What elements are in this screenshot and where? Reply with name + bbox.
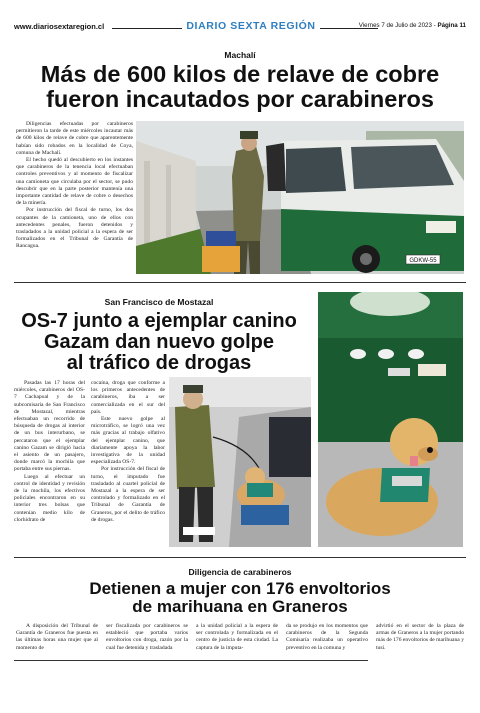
story2-paragraph: Pasadas las 17 horas del miércoles, carabineros del OS-7 Cachapoal y de la subcomisaría de San Francisco de Mostazal, mientras efectuaban un recorrido de búsqueda de drogas al interior de un bus interurbano, se percataron que el ejemplar canino Gazam se dirigió hacia el asiento de un pasajero, donde marcó la mochila que portaba entre sus piernas. <box>14 380 85 473</box>
story3-column-5 <box>376 623 464 652</box>
story3-paragraph: A disposición del Tribunal de Garantía de Graneros fue puesta en las últimas horas una mujer que al momento de <box>16 623 98 651</box>
story1-headline <box>10 62 470 112</box>
story3-paragraph: a la unidad policial a la espera de ser controlada y formalizada en el centro de justicia de esta ciudad. La captura de la imputa- <box>196 623 278 651</box>
story1-paragraph: El hecho quedó al descubierto en los instantes que carabineros de la tenencia local efectuaban controles preventivos y al momento de fiscalizar una camioneta que circulaba por el sector, se pudo descubrir que en la parte posterior mantenía una importante cantidad de relave de cobre o desechos de la minería. <box>16 157 133 207</box>
story3-headline-line2: de marihuana en Graneros <box>132 597 348 617</box>
story2-column-1 <box>14 380 85 524</box>
section-divider <box>14 557 466 558</box>
story2-headline-line3: al tráfico de drogas <box>66 352 252 375</box>
masthead-rule-left <box>112 28 184 29</box>
van-scene-image <box>136 121 464 274</box>
story3-column-2 <box>106 623 188 652</box>
masthead <box>14 22 466 36</box>
story1-body <box>16 121 133 251</box>
website-url[interactable]: www.diariosextaregion.cl <box>14 22 105 31</box>
seizure-display-image <box>318 292 463 547</box>
story2-column-2 <box>91 380 165 524</box>
story2-kicker: San Francisco de Mostazal <box>104 297 214 307</box>
story3-paragraph: advirtió en el sector de la plaza de armas de Graneros a la mujer portando más de 176 envoltorios de marihuana y tusí. <box>376 623 464 651</box>
issue-date <box>359 22 466 29</box>
story3-paragraph: ser fiscalizada por carabineros se estableció que portaba varios envoltorios con droga, razón por la cual fue detenida y trasladada <box>106 623 188 651</box>
story2-headline-line1: OS-7 junto a ejemplar canino <box>21 310 297 332</box>
story3-paragraph: da se produjo en los momentos que carabineros de la Segunda Comisaría realizaba un operativo preventivo en la comuna y <box>286 623 368 651</box>
footer-rule <box>14 660 368 661</box>
bus-search-image <box>169 377 311 547</box>
story2-paragraph: Por instrucción del fiscal de turno, el imputado fue trasladado al cuartel policial de Mostazal a la espera de ser controlado y formalizado en el Tribunal de Garantía de Graneros, por el delito de tráfico de drogas. <box>91 466 165 523</box>
story3-column-3 <box>196 623 278 652</box>
story3-column-1 <box>16 623 98 652</box>
story1-kicker: Machalí <box>224 50 256 60</box>
story1-paragraph: Por instrucción del fiscal de turno, los dos ocupantes de la camioneta, uno de ellos con antecedentes penales, fueron detenidos y trasladados a la unidad policial a la espera de ser formalizados en el Tribunal de Garantía de Rancagua. <box>16 207 133 250</box>
story1-headline-line1: Más de 600 kilos de relave de cobre <box>40 61 440 87</box>
story1-paragraph: Diligencias efectuadas por carabineros permitieron la tarde de este miércoles incautar más de 600 kilos de relave de cobre que aparentemente habían sido robados en la localidad de Coya, comuna de Machalí. <box>16 121 133 156</box>
van-plate: GDKW-55 <box>409 258 437 264</box>
page-number: Página 11 <box>437 22 466 29</box>
story3-headline <box>10 580 470 616</box>
story2-paragraph: Este nuevo golpe al microtráfico, se logró una vez más gracias al trabajo olfativo del ejemplar canino, que diariamente apoya la labor investigativa de la unidad especializada OS-7. <box>91 416 165 466</box>
story1-photo-van <box>136 121 464 274</box>
story2-photo-dog-officer <box>169 377 311 547</box>
newspaper-brand: DIARIO SEXTA REGIÓN <box>182 20 320 34</box>
story3-headline-line1: Detienen a mujer con 176 envoltorios <box>89 579 391 598</box>
story3-column-4 <box>286 623 368 652</box>
story1-headline-line2: fueron incautados por carabineros <box>46 85 434 112</box>
story2-photo-dog-seizure <box>318 292 463 547</box>
story2-paragraph: Luego al efectuar un control de identidad y revisión de la mochila, los efectivos policiales encontraron en su interior tres bolsas que contenían medio kilo de clorhidrato de <box>14 473 85 523</box>
story2-headline-line2: Gazam dan nuevo golpe <box>43 331 275 354</box>
date-text: Viernes 7 de Julio de 2023 - <box>358 22 436 29</box>
story3-kicker: Diligencia de carabineros <box>188 567 292 577</box>
story2-paragraph: cocaína, droga que conforme a los primeros antecedentes de carabineros, iba a ser comercializada en el sur del país. <box>91 380 165 415</box>
story2-headline <box>14 311 304 375</box>
section-divider <box>14 282 466 283</box>
